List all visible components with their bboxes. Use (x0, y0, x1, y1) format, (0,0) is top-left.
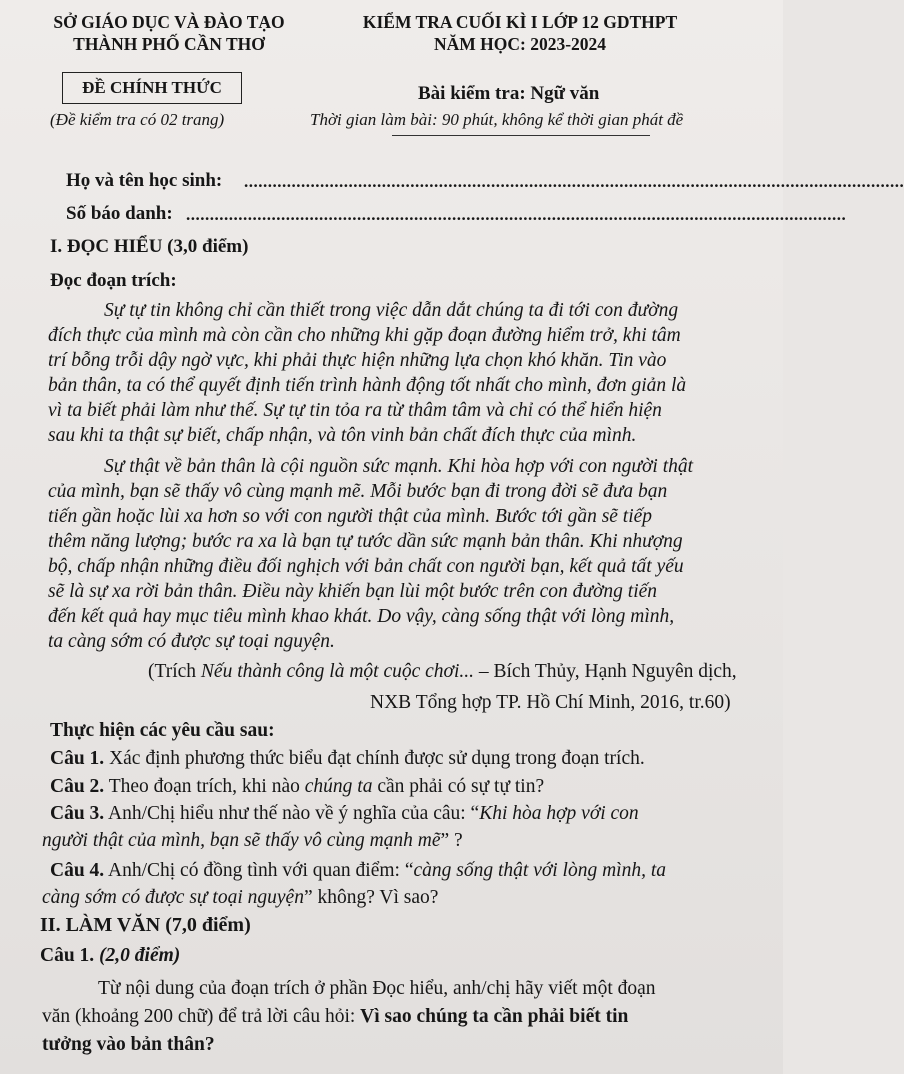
question-emphasis: chúng ta (304, 776, 373, 797)
student-id-label: Số báo danh: (66, 203, 173, 224)
question-text: Theo đoạn trích, khi nào (104, 776, 305, 797)
question-text: Anh/Chị hiểu như thế nào về ý nghĩa của câu: “ (104, 803, 480, 824)
pages-note: (Đề kiểm tra có 02 trang) (50, 110, 225, 129)
department-name: SỞ GIÁO DỤC VÀ ĐÀO TẠO (53, 12, 285, 32)
question-1 (50, 748, 645, 770)
question-label: Câu 1. (40, 945, 95, 966)
citation-authors: – Bích Thủy, Hạnh Nguyên dịch, (474, 661, 737, 682)
writing-prompt-line (42, 1006, 628, 1028)
passage-line: bản thân, ta có thể quyết định tiến trình hành động tốt nhất cho mình, đơn giản là (48, 375, 687, 396)
passage-line: vì ta biết phải làm như thế. Sự tự tin tỏa ra từ thâm tâm và chỉ có thể hiển hiện (48, 400, 662, 421)
passage-line: sẽ là sự xa rời bản thân. Điều này khiến bạn lùi một bước trên con đường tiến (48, 581, 658, 602)
school-year: NĂM HỌC: 2023-2024 (433, 34, 607, 54)
question-text: Xác định phương thức biểu đạt chính được sử dụng trong đoạn trích. (104, 748, 645, 769)
official-exam-box: ĐỀ CHÍNH THỨC (62, 72, 242, 104)
exam-title: KIỂM TRA CUỐI KÌ I LỚP 12 GDTHPT (362, 12, 678, 32)
student-id-field[interactable]: ........................................................................................................................................... (186, 205, 847, 224)
question-text: ” không? Vì sao? (303, 887, 439, 908)
passage-line: tiến gần hoặc lùi xa hơn so với con người thật của mình. Bước tới gần sẽ tiếp (48, 506, 653, 527)
writing-prompt-line: Từ nội dung của đoạn trích ở phần Đọc hiểu, anh/chị hãy viết một đoạn (98, 978, 656, 999)
writing-question-1-header (40, 945, 180, 967)
passage-line: Sự tự tin không chỉ cần thiết trong việc dẫn dắt chúng ta đi tới con đường (104, 300, 679, 321)
citation-publisher: NXB Tổng hợp TP. Hồ Chí Minh, 2016, tr.60) (370, 692, 731, 713)
subject: Bài kiểm tra: Ngữ văn (418, 83, 600, 104)
passage-line: đích thực của mình mà còn cần cho những khi gặp đoạn đường hiểm trở, khi tâm (48, 325, 681, 346)
question-label: Câu 4. (50, 860, 105, 881)
writing-prompt-question-end: tưởng vào bản thân? (42, 1034, 215, 1055)
passage-line: đến kết quả hay mục tiêu mình khao khát. Do vậy, càng sống thật với lòng mình, (48, 606, 675, 627)
question-text: cần phải có sự tự tin? (372, 776, 545, 797)
writing-prompt-question: Vì sao chúng ta cần phải biết tin (360, 1006, 629, 1027)
writing-prompt-text: văn (khoảng 200 chữ) để trả lời câu hỏi: (42, 1006, 361, 1027)
question-4-line2 (42, 887, 438, 909)
question-label: Câu 3. (50, 803, 105, 824)
passage-line: Sự thật về bản thân là cội nguồn sức mạnh. Khi hòa hợp với con người thật (104, 456, 694, 477)
passage-line: trí bỗng trỗi dậy ngờ vực, khi phải thực hiện những lựa chọn khó khăn. Tin vào (48, 350, 667, 371)
citation-book-title: Nếu thành công là một cuộc chơi... (200, 661, 474, 682)
citation-prefix: (Trích (148, 661, 201, 682)
passage-line: sau khi ta thật sự biết, chấp nhận, và tôn vinh bản chất đích thực của mình. (48, 425, 637, 446)
time-limit: Thời gian làm bài: 90 phút, không kể thời gian phát đề (310, 110, 684, 129)
section-writing-title: II. LÀM VĂN (7,0 điểm) (40, 914, 251, 936)
header-underline (392, 135, 650, 136)
passage-line: thêm năng lượng; bước ra xa là bạn tự tước dần sức mạnh bản thân. Khi nhượng (48, 531, 683, 552)
question-quote: càng sớm có được sự toại nguyện (42, 887, 304, 908)
section-reading-title: I. ĐỌC HIỂU (3,0 điểm) (50, 236, 249, 257)
question-text: Anh/Chị có đồng tình với quan điểm: “ (104, 860, 414, 881)
question-quote: càng sống thật với lòng mình, ta (413, 860, 667, 881)
question-quote: người thật của mình, bạn sẽ thấy vô cùng mạnh mẽ (42, 830, 441, 851)
citation (148, 661, 737, 683)
question-2 (50, 776, 544, 798)
reading-intro: Đọc đoạn trích: (50, 270, 177, 291)
passage-line: của mình, bạn sẽ thấy vô cùng mạnh mẽ. Mỗi bước bạn đi trong đời sẽ đưa bạn (48, 481, 668, 502)
student-name-label: Họ và tên học sinh: (66, 170, 223, 191)
question-text: ” ? (440, 830, 463, 851)
passage-line: ta càng sớm có được sự toại nguyện. (48, 631, 335, 652)
passage-line: bộ, chấp nhận những điều đối nghịch với bản chất con người bạn, kết quả tất yếu (48, 556, 684, 577)
question-label: Câu 1. (50, 748, 105, 769)
question-4-line1 (50, 860, 666, 882)
tasks-title: Thực hiện các yêu cầu sau: (50, 720, 275, 741)
question-label: Câu 2. (50, 776, 105, 797)
city-name: THÀNH PHỐ CẦN THƠ (73, 34, 265, 54)
question-quote: Khi hòa hợp với con (479, 803, 639, 824)
question-3-line2 (42, 830, 463, 852)
question-points: (2,0 điểm) (94, 945, 181, 966)
question-3-line1 (50, 803, 639, 825)
student-name-field[interactable]: ........................................................................................................................................... (244, 172, 904, 191)
